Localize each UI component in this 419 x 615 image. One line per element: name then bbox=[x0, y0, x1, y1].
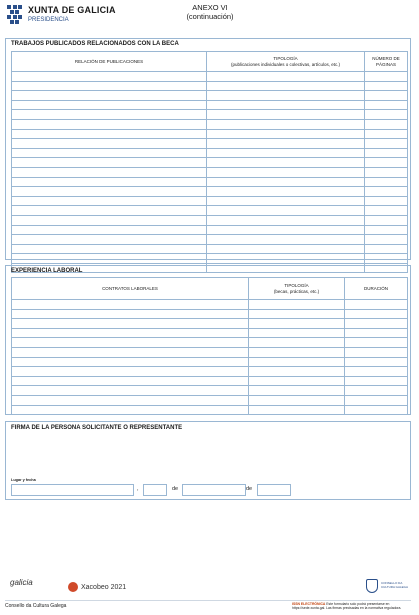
de-separator-1: de bbox=[172, 486, 179, 492]
col-header-pages: NÚMERO DE PÁGINAS bbox=[365, 52, 408, 72]
col-header-duration: DURACIÓN bbox=[345, 278, 408, 300]
table-cell[interactable] bbox=[365, 225, 408, 235]
table-cell[interactable] bbox=[249, 300, 345, 310]
table-cell[interactable] bbox=[249, 347, 345, 357]
table-cell[interactable] bbox=[12, 309, 249, 319]
table-cell[interactable] bbox=[12, 395, 249, 405]
table-cell[interactable] bbox=[12, 91, 207, 101]
table-row bbox=[12, 338, 408, 348]
table-cell[interactable] bbox=[207, 187, 365, 197]
table-cell[interactable] bbox=[12, 386, 249, 396]
table-row bbox=[12, 395, 408, 405]
table-cell[interactable] bbox=[365, 100, 408, 110]
experience-title: EXPERIENCIA LABORAL bbox=[11, 268, 83, 274]
table-cell[interactable] bbox=[365, 110, 408, 120]
table-row bbox=[12, 129, 408, 139]
table-row bbox=[12, 319, 408, 329]
xacobeo-mark-icon bbox=[68, 582, 78, 592]
table-cell[interactable] bbox=[345, 367, 408, 377]
table-cell[interactable] bbox=[365, 119, 408, 129]
table-cell[interactable] bbox=[12, 158, 207, 168]
table-cell[interactable] bbox=[207, 129, 365, 139]
table-cell[interactable] bbox=[345, 386, 408, 396]
table-cell[interactable] bbox=[249, 405, 345, 415]
table-cell[interactable] bbox=[207, 235, 365, 245]
xacobeo-logo: Xacobeo 2021 bbox=[68, 582, 126, 592]
table-cell[interactable] bbox=[365, 139, 408, 149]
table-row bbox=[12, 405, 408, 415]
table-cell[interactable] bbox=[345, 319, 408, 329]
table-cell[interactable] bbox=[365, 91, 408, 101]
experience-section bbox=[5, 265, 411, 415]
table-cell[interactable] bbox=[12, 235, 207, 245]
table-row bbox=[12, 235, 408, 245]
electronic-notice: ISSN ELECTRÓNICA Este formulario solo podrá presentarse en https://sede.xunta.gal. Las firmas precisadas en la normativa reguladora. bbox=[292, 602, 402, 611]
table-cell[interactable] bbox=[207, 196, 365, 206]
table-row bbox=[12, 91, 408, 101]
col-header-relation: RELACIÓN DE PUBLICACIONES bbox=[12, 52, 207, 72]
table-cell[interactable] bbox=[12, 81, 207, 91]
table-cell[interactable] bbox=[12, 347, 249, 357]
table-row bbox=[12, 357, 408, 367]
table-row bbox=[12, 110, 408, 120]
day-field[interactable] bbox=[143, 484, 167, 496]
place-field[interactable] bbox=[11, 484, 134, 496]
table-row bbox=[12, 300, 408, 310]
table-cell[interactable] bbox=[365, 129, 408, 139]
table-cell[interactable] bbox=[345, 405, 408, 415]
table-cell[interactable] bbox=[12, 196, 207, 206]
publications-table bbox=[11, 51, 408, 273]
table-row bbox=[12, 225, 408, 235]
col-header-contracts: CONTRATOS LABORALES bbox=[12, 278, 249, 300]
table-cell[interactable] bbox=[345, 347, 408, 357]
table-cell[interactable] bbox=[249, 319, 345, 329]
table-cell[interactable] bbox=[207, 254, 365, 264]
table-cell[interactable] bbox=[12, 129, 207, 139]
table-row bbox=[12, 309, 408, 319]
table-cell[interactable] bbox=[12, 215, 207, 225]
galicia-logo: galicia bbox=[10, 578, 33, 587]
table-cell[interactable] bbox=[249, 367, 345, 377]
table-cell[interactable] bbox=[249, 328, 345, 338]
de-separator-2: de bbox=[246, 486, 253, 492]
table-cell[interactable] bbox=[365, 81, 408, 91]
experience-table bbox=[11, 277, 408, 415]
table-row bbox=[12, 148, 408, 158]
table-cell[interactable] bbox=[345, 376, 408, 386]
table-cell[interactable] bbox=[12, 254, 207, 264]
table-cell[interactable] bbox=[249, 386, 345, 396]
table-cell[interactable] bbox=[365, 235, 408, 245]
table-row bbox=[12, 177, 408, 187]
table-row bbox=[12, 206, 408, 216]
department-name: PRESIDENCIA bbox=[28, 17, 69, 23]
table-row bbox=[12, 81, 408, 91]
table-cell[interactable] bbox=[12, 110, 207, 120]
table-row bbox=[12, 367, 408, 377]
table-cell[interactable] bbox=[207, 100, 365, 110]
table-cell[interactable] bbox=[207, 244, 365, 254]
year-field[interactable] bbox=[257, 484, 291, 496]
table-cell[interactable] bbox=[12, 300, 249, 310]
place-date-label: Lugar y fecha bbox=[11, 478, 36, 482]
table-cell[interactable] bbox=[12, 187, 207, 197]
table-cell[interactable] bbox=[365, 167, 408, 177]
table-row bbox=[12, 386, 408, 396]
table-cell[interactable] bbox=[365, 148, 408, 158]
signature-title: FIRMA DE LA PERSONA SOLICITANTE O REPRESENTANTE bbox=[11, 425, 183, 431]
annex-continuation: (continuación) bbox=[186, 12, 234, 21]
table-cell[interactable] bbox=[12, 72, 207, 82]
footer-divider bbox=[5, 600, 411, 601]
table-cell[interactable] bbox=[207, 167, 365, 177]
table-row bbox=[12, 254, 408, 264]
publications-section bbox=[5, 38, 411, 260]
table-cell[interactable] bbox=[365, 187, 408, 197]
month-field[interactable] bbox=[182, 484, 246, 496]
publications-title: TRABAJOS PUBLICADOS RELACIONADOS CON LA BECA bbox=[11, 41, 179, 47]
table-cell[interactable] bbox=[345, 309, 408, 319]
table-cell[interactable] bbox=[249, 357, 345, 367]
table-cell[interactable] bbox=[12, 167, 207, 177]
table-row bbox=[12, 215, 408, 225]
table-cell[interactable] bbox=[345, 395, 408, 405]
table-row bbox=[12, 119, 408, 129]
table-row bbox=[12, 72, 408, 82]
table-row bbox=[12, 100, 408, 110]
table-cell[interactable] bbox=[12, 206, 207, 216]
table-cell[interactable] bbox=[207, 91, 365, 101]
table-cell[interactable] bbox=[365, 72, 408, 82]
xunta-coat-of-arms-icon bbox=[6, 4, 23, 26]
col-header-exp-typology: TIPOLOGÍA (becas, prácticas, etc.) bbox=[249, 278, 345, 300]
table-cell[interactable] bbox=[12, 328, 249, 338]
table-row bbox=[12, 139, 408, 149]
table-row bbox=[12, 167, 408, 177]
signature-section bbox=[5, 421, 411, 500]
table-cell[interactable] bbox=[12, 244, 207, 254]
table-cell[interactable] bbox=[12, 225, 207, 235]
table-cell[interactable] bbox=[207, 119, 365, 129]
table-row bbox=[12, 196, 408, 206]
org-name: XUNTA DE GALICIA bbox=[28, 5, 116, 15]
council-logo-text: CONSELLO DA CULTURA GALEGA bbox=[381, 581, 408, 589]
table-cell[interactable] bbox=[249, 376, 345, 386]
table-row bbox=[12, 347, 408, 357]
table-cell[interactable] bbox=[365, 254, 408, 264]
table-row bbox=[12, 244, 408, 254]
table-row bbox=[12, 328, 408, 338]
table-cell[interactable] bbox=[365, 206, 408, 216]
table-cell[interactable] bbox=[207, 177, 365, 187]
table-cell[interactable] bbox=[207, 215, 365, 225]
council-crest-icon bbox=[366, 579, 378, 593]
table-cell[interactable] bbox=[345, 338, 408, 348]
table-cell[interactable] bbox=[365, 177, 408, 187]
table-cell[interactable] bbox=[345, 357, 408, 367]
table-cell[interactable] bbox=[12, 139, 207, 149]
table-cell[interactable] bbox=[249, 309, 345, 319]
table-cell[interactable] bbox=[207, 206, 365, 216]
table-cell[interactable] bbox=[207, 158, 365, 168]
table-row bbox=[12, 376, 408, 386]
table-cell[interactable] bbox=[345, 328, 408, 338]
table-cell[interactable] bbox=[365, 158, 408, 168]
table-cell[interactable] bbox=[365, 215, 408, 225]
table-cell[interactable] bbox=[207, 110, 365, 120]
col-header-typology: TIPOLOGÍA (publicaciones individuales o colectivas, artículos, etc.) bbox=[207, 52, 365, 72]
table-cell[interactable] bbox=[12, 367, 249, 377]
table-cell[interactable] bbox=[12, 100, 207, 110]
table-cell[interactable] bbox=[12, 177, 207, 187]
table-cell[interactable] bbox=[207, 81, 365, 91]
table-cell[interactable] bbox=[345, 300, 408, 310]
table-cell[interactable] bbox=[207, 72, 365, 82]
table-cell[interactable] bbox=[249, 338, 345, 348]
table-cell[interactable] bbox=[12, 148, 207, 158]
comma-separator: , bbox=[137, 486, 139, 492]
table-cell[interactable] bbox=[12, 119, 207, 129]
table-cell[interactable] bbox=[12, 338, 249, 348]
table-cell[interactable] bbox=[207, 225, 365, 235]
annex-title: ANEXO VI bbox=[192, 3, 228, 12]
table-cell[interactable] bbox=[207, 139, 365, 149]
table-cell[interactable] bbox=[12, 357, 249, 367]
table-row bbox=[12, 187, 408, 197]
table-cell[interactable] bbox=[249, 395, 345, 405]
table-cell[interactable] bbox=[12, 319, 249, 329]
council-name: Consello da Cultura Galega bbox=[5, 603, 67, 609]
table-row bbox=[12, 158, 408, 168]
table-cell[interactable] bbox=[207, 148, 365, 158]
table-cell[interactable] bbox=[12, 376, 249, 386]
table-cell[interactable] bbox=[365, 196, 408, 206]
table-cell[interactable] bbox=[365, 244, 408, 254]
table-cell[interactable] bbox=[12, 405, 249, 415]
